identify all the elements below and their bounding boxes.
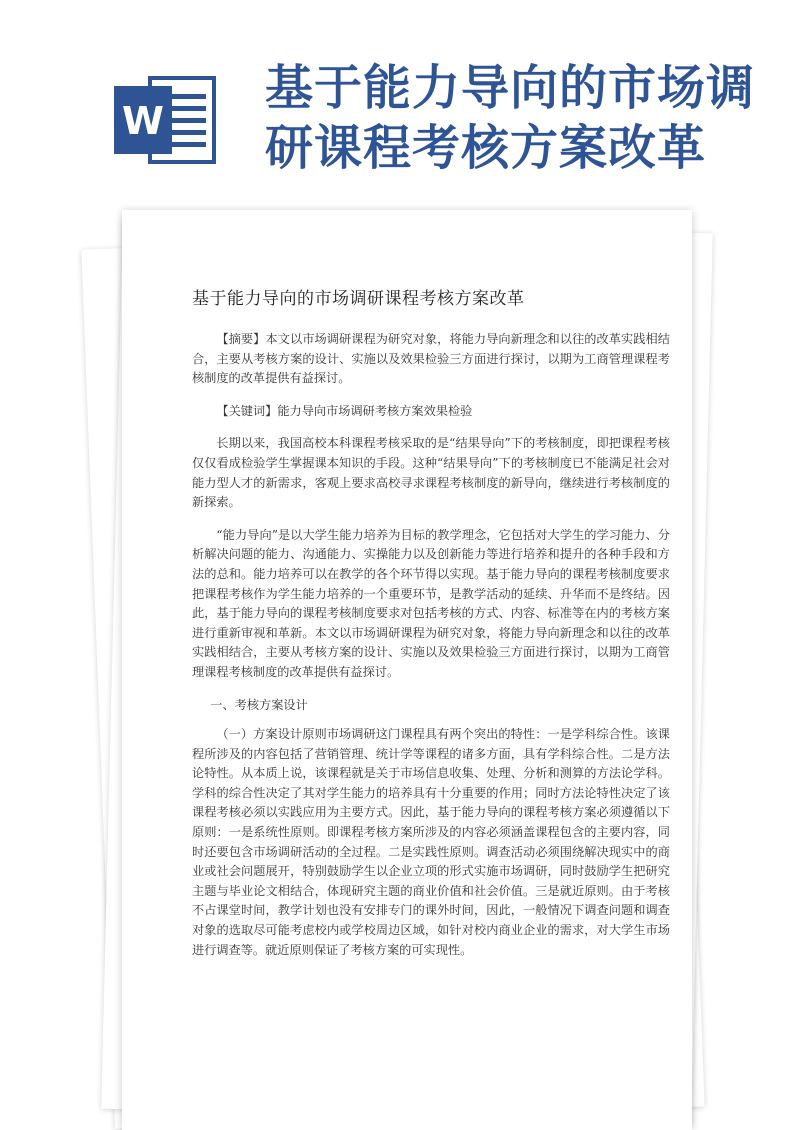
body-paragraph: 长期以来，我国高校本科课程考核采取的是“结果导向”下的考核制度，即把课程考核仅仅看成检验学生掌握课本知识的手段。这种“结果导向”下的考核制度已不能满足社会对能力型人才的新需求，客观上要求高校寻求课程考核制度的新导向，继续进行考核制度的新探索。 [192,436,670,510]
keywords-paragraph: 【关键词】能力导向市场调研考核方案效果检验 [216,403,473,418]
abstract-paragraph: 【摘要】本文以市场调研课程为研究对象，将能力导向新理念和以往的改革实践相结合，主要从考核方案的设计、实施以及效果检验三方面进行探讨，以期为工商管理课程考核制度的改革提供有益探讨。 [192,332,670,386]
page-title: 基于能力导向的市场调研课程考核方案改革 [265,60,756,176]
document-body [192,330,670,973]
document-title: 基于能力导向的市场调研课程考核方案改革 [192,289,525,309]
document-page [122,210,692,1130]
word-document-icon [112,70,222,170]
body-paragraph: “能力导向”是以大学生能力培养为目标的教学理念，它包括对大学生的学习能力、分析解决问题的能力、沟通能力、实操能力以及创新能力等进行培养和提升的各种手段和方法的总和。能力培养可以在教学的各个环节得以实现。基于能力导向的课程考核制度要求把课程考核作为学生能力培养的一个重要环节，是教学活动的延续、升华而不是终结。因此，基于能力导向的课程考核制度要求对包括考核的方式、内容、标准等在内的考核方案进行重新审视和革新。本文以市场调研课程为研究对象，将能力导向新理念和以往的改革实践相结合，主要从考核方案的设计、实施以及效果检验三方面进行探讨，以期为工商管理课程考核制度的改革提供有益探讨。 [192,527,670,679]
word-letter: W [122,99,164,143]
section-heading: 一、考核方案设计 [210,697,308,712]
body-paragraph: （一）方案设计原则市场调研这门课程具有两个突出的特性：一是学科综合性。该课程所涉及的内容包括了营销管理、统计学等课程的诸多方面，具有学科综合性。二是方法论特性。从本质上说，该课程就是关于市场信息收集、处理、分析和测算的方法论学科。学科的综合性决定了其对学生能力的培养具有十分重要的作用；同时方法论特性决定了该课程考核必须以实践应用为主要方式。因此，基于能力导向的课程考核方案必须遵循以下原则：一是系统性原则。即课程考核方案所涉及的内容必须涵盖课程包含的主要内容，同时还要包含市场调研活动的全过程。二是实践性原则。调查活动必须围绕解决现实中的商业或社会问题展开，特别鼓励学生以企业立项的形式实施市场调研，同时鼓励学生把研究主题与毕业论文相结合，体现研究主题的商业价值和社会价值。三是就近原则。由于考核不占课堂时间，教学计划也没有安排专门的课外时间，因此，一般情况下调查问题和调查对象的选取尽可能考虑校内或学校周边区域，如针对校内商业企业的需求，对大学生市场进行调查等。就近原则保证了考核方案的可实现性。 [192,727,670,957]
